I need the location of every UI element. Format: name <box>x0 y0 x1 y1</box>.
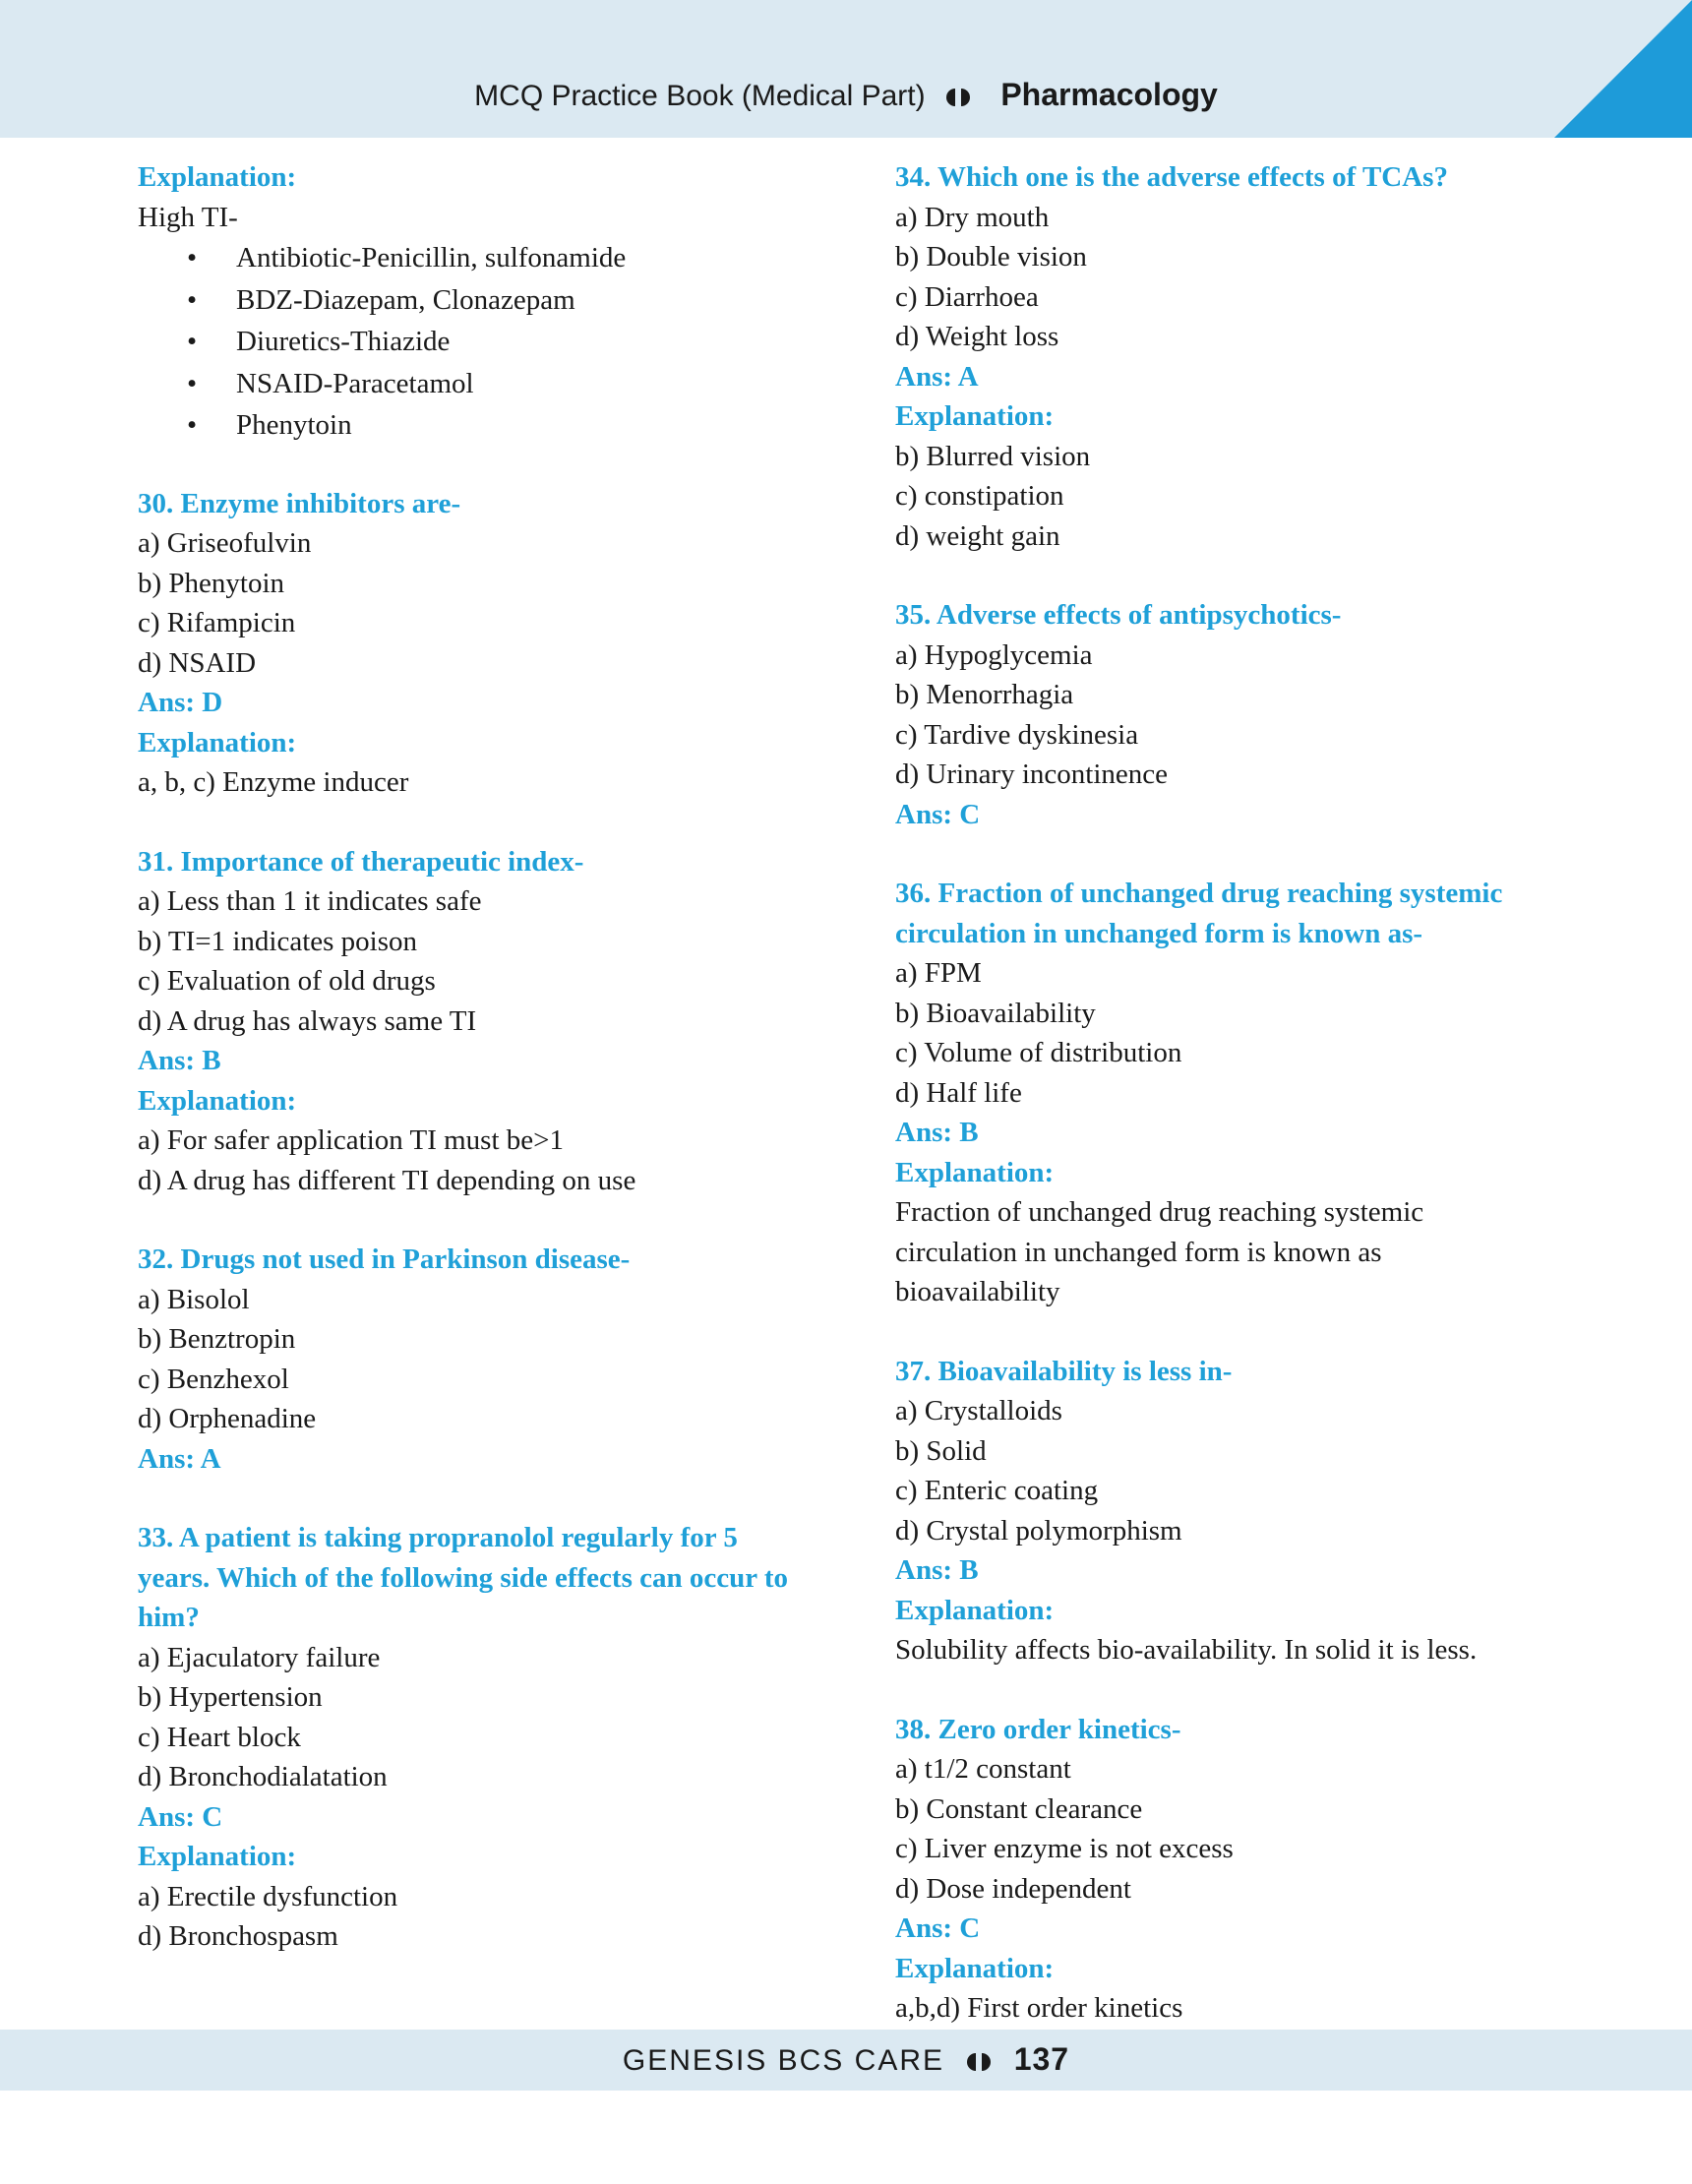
option: d) Bronchodialatation <box>138 1761 388 1792</box>
option: c) Liver enzyme is not excess <box>895 1833 1234 1864</box>
option: b) Menorrhagia <box>895 679 1074 710</box>
explanation-label: Explanation: <box>895 1156 1055 1188</box>
book-title: MCQ Practice Book (Medical Part) <box>474 80 926 112</box>
option: c) Evaluation of old drugs <box>138 965 436 997</box>
header-corner-triangle <box>1554 0 1692 138</box>
option: d) Weight loss <box>895 321 1059 352</box>
option: a) t1/2 constant <box>895 1753 1071 1785</box>
explanation-label: Explanation: <box>895 400 1055 432</box>
option: b) Phenytoin <box>138 567 285 599</box>
half-circles-divider-icon <box>941 87 975 108</box>
option: c) Benzhexol <box>138 1363 289 1395</box>
question-text: 37. Bioavailability is less in- <box>895 1355 1233 1387</box>
explanation-label: Explanation: <box>138 161 297 193</box>
explanation-label: Explanation: <box>138 1841 297 1872</box>
question-text: 35. Adverse effects of antipsychotics- <box>895 599 1342 631</box>
half-circles-divider-icon <box>962 2051 996 2073</box>
question-30 <box>138 484 826 803</box>
question-text: 33. A patient is taking propranolol regularly for 5 years. Which of the following side effects can occur to him? <box>138 1522 788 1633</box>
option: b) Benztropin <box>138 1323 296 1355</box>
option: a) FPM <box>895 957 982 989</box>
option: c) Volume of distribution <box>895 1037 1182 1068</box>
page-footer <box>0 2030 1692 2091</box>
subject-title: Pharmacology <box>1000 77 1218 112</box>
explanation-text: b) Blurred vision <box>895 440 1091 472</box>
left-column <box>138 157 826 1957</box>
option: b) Hypertension <box>138 1681 323 1713</box>
question-32 <box>138 1240 826 1479</box>
page-header <box>0 0 1692 138</box>
answer: Ans: C <box>138 1800 223 1833</box>
explanation-text: bioavailability <box>895 1276 1060 1307</box>
high-ti-list <box>138 237 826 447</box>
answer: Ans: C <box>895 798 981 830</box>
question-33 <box>138 1518 826 1957</box>
option: a) Ejaculatory failure <box>138 1641 381 1673</box>
header-title <box>0 77 1692 113</box>
page-number: 137 <box>1013 2041 1070 2077</box>
option: c) Heart block <box>138 1721 301 1753</box>
option: b) Bioavailability <box>895 997 1096 1029</box>
footer-text <box>0 2041 1692 2078</box>
question-31 <box>138 842 826 1201</box>
answer: Ans: B <box>138 1045 221 1076</box>
list-item: • Antibiotic-Penicillin, sulfonamide <box>236 237 826 279</box>
explanation-label: Explanation: <box>138 1084 297 1117</box>
explanation-text: a) Erectile dysfunction <box>138 1880 398 1912</box>
option: d) Dose independent <box>895 1872 1131 1905</box>
explanation-label: Explanation: <box>895 1594 1055 1626</box>
explanation-text: circulation in unchanged form is known as <box>895 1236 1382 1268</box>
list-item: • Phenytoin <box>236 404 826 447</box>
question-36 <box>895 874 1584 1312</box>
option: d) NSAID <box>138 646 257 679</box>
answer: Ans: C <box>895 1912 981 1944</box>
explanation-text: d) weight gain <box>895 519 1060 552</box>
question-text-line-2: circulation in unchanged form is known as- <box>895 917 1423 949</box>
option: d) A drug has always same TI <box>138 1004 477 1037</box>
option: c) Enteric coating <box>895 1475 1099 1506</box>
option: c) Diarrhoea <box>895 280 1039 313</box>
explanation-text: a, b, c) Enzyme inducer <box>138 766 409 798</box>
question-text-line-1: 36. Fraction of unchanged drug reaching systemic <box>895 878 1503 909</box>
option: c) Tardive dyskinesia <box>895 718 1139 751</box>
answer: Ans: B <box>895 1117 979 1148</box>
question-text: 31. Importance of therapeutic index- <box>138 845 584 878</box>
option: b) Solid <box>895 1434 987 1467</box>
high-ti-text: High TI- <box>138 201 238 233</box>
list-item: • NSAID-Paracetamol <box>236 363 826 405</box>
option: c) Rifampicin <box>138 607 296 638</box>
answer: Ans: A <box>895 360 979 393</box>
question-35 <box>895 595 1584 834</box>
explanation-label: Explanation: <box>138 726 297 758</box>
explanation-label: Explanation: <box>895 1952 1055 1984</box>
answer: Ans: D <box>138 687 223 718</box>
option: d) Urinary incontinence <box>895 758 1169 790</box>
option: b) Constant clearance <box>895 1792 1143 1825</box>
answer: Ans: B <box>895 1554 979 1586</box>
list-item: • Diuretics-Thiazide <box>236 321 826 363</box>
option: b) Double vision <box>895 241 1087 273</box>
question-text: 38. Zero order kinetics- <box>895 1713 1181 1745</box>
explanation-text: a,b,d) First order kinetics <box>895 1992 1183 2024</box>
footer-brand: GENESIS BCS CARE <box>622 2044 944 2077</box>
question-text: 32. Drugs not used in Parkinson disease- <box>138 1244 631 1275</box>
explanation-text: d) Bronchospasm <box>138 1920 338 1952</box>
explanation-text: Solubility affects bio-availability. In solid it is less. <box>895 1634 1478 1666</box>
option: a) Less than 1 it indicates safe <box>138 885 482 917</box>
explanation-text: Fraction of unchanged drug reaching systemic <box>895 1196 1424 1228</box>
option: a) Bisolol <box>138 1283 250 1315</box>
question-text: 30. Enzyme inhibitors are- <box>138 487 461 519</box>
question-37 <box>895 1352 1584 1670</box>
option: a) Dry mouth <box>895 201 1050 233</box>
question-text: 34. Which one is the adverse effects of TCAs? <box>895 161 1448 193</box>
option: a) Hypoglycemia <box>895 638 1093 671</box>
list-item: • BDZ-Diazepam, Clonazepam <box>236 279 826 322</box>
option: a) Crystalloids <box>895 1395 1062 1426</box>
answer: Ans: A <box>138 1442 221 1475</box>
option: b) TI=1 indicates poison <box>138 925 418 957</box>
option: d) Half life <box>895 1076 1022 1109</box>
question-34 <box>895 157 1584 556</box>
right-column <box>895 157 1584 2029</box>
option: d) Orphenadine <box>138 1403 317 1434</box>
explanation-text: c) constipation <box>895 480 1064 512</box>
question-38 <box>895 1710 1584 2029</box>
option: d) Crystal polymorphism <box>895 1514 1182 1547</box>
explanation-text: d) A drug has different TI depending on use <box>138 1164 636 1196</box>
explanation-text: a) For safer application TI must be>1 <box>138 1124 564 1156</box>
option: a) Griseofulvin <box>138 527 312 559</box>
